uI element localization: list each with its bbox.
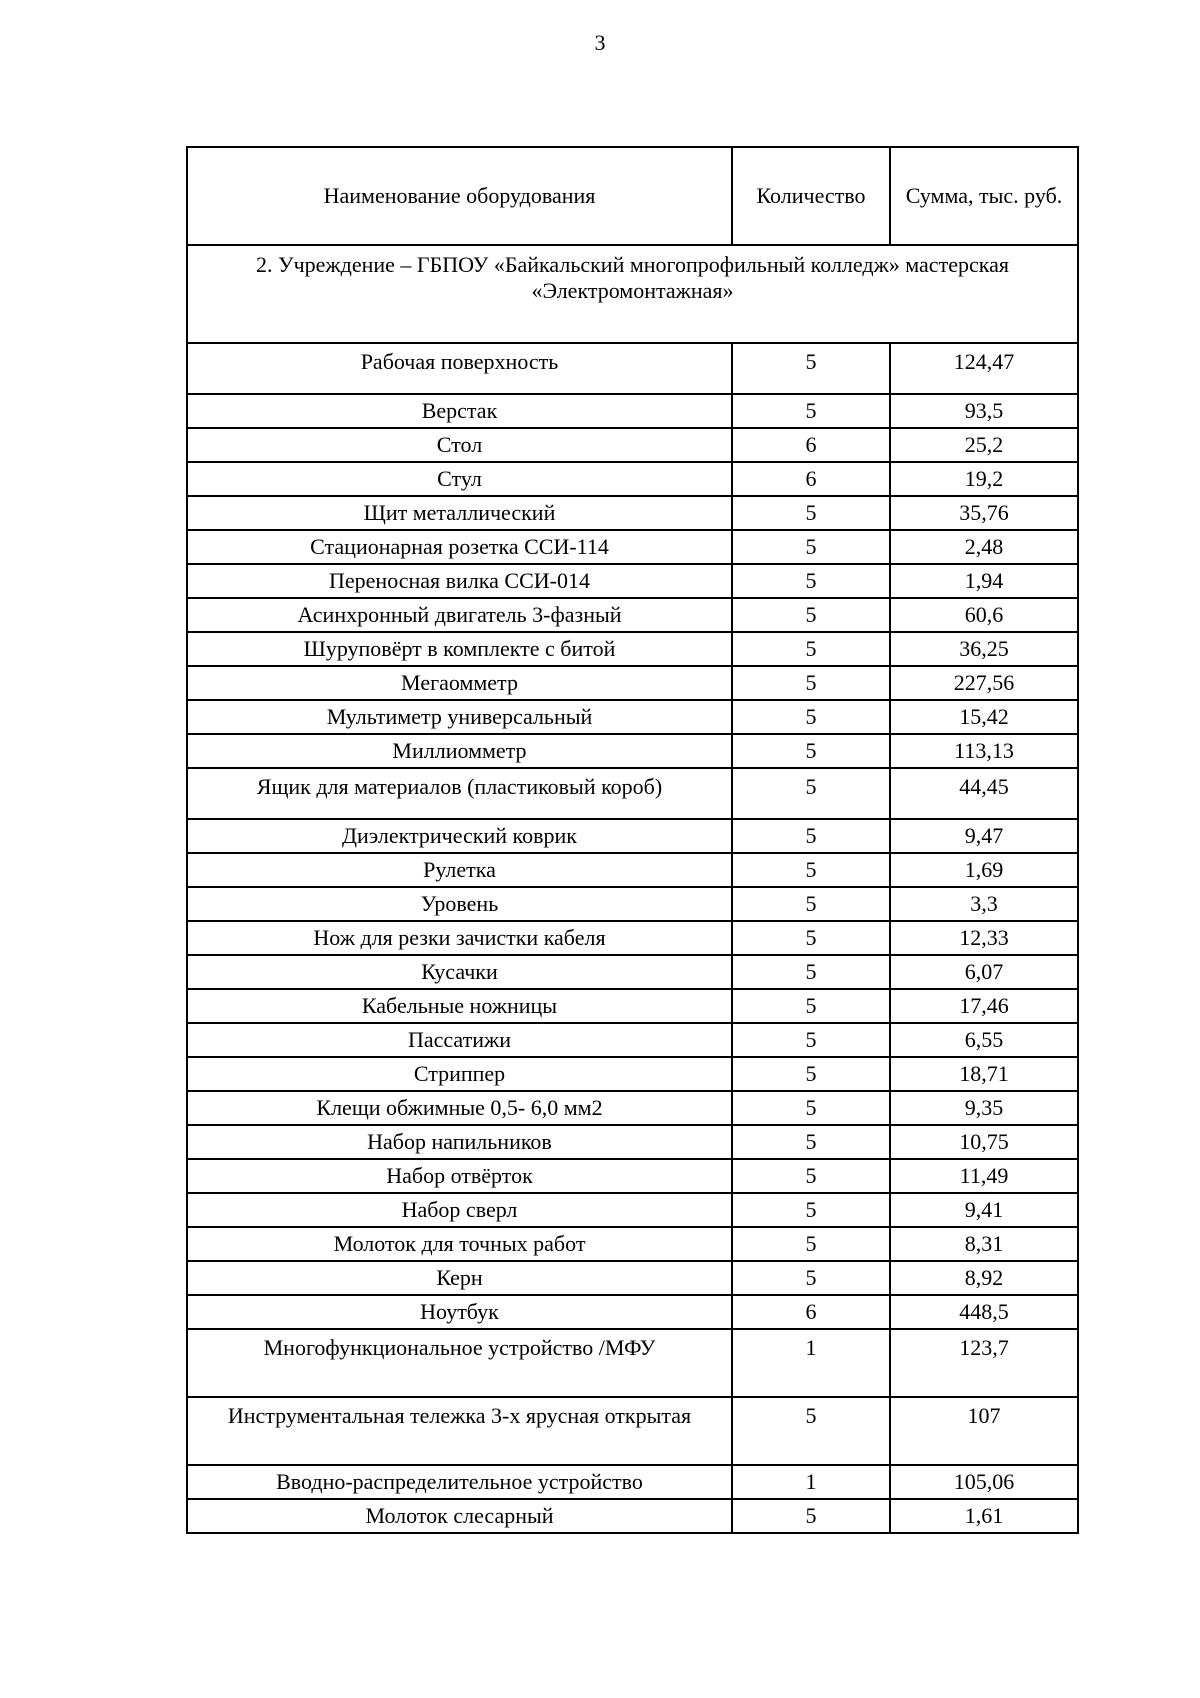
table-row — [187, 1499, 1078, 1533]
quantity-cell: 5 — [732, 1023, 890, 1057]
quantity-cell: 5 — [732, 1499, 890, 1533]
quantity-cell: 5 — [732, 768, 890, 819]
quantity-cell: 5 — [732, 1057, 890, 1091]
equipment-name-cell: Инструментальная тележка 3-х ярусная открытая — [187, 1397, 732, 1465]
table-row — [187, 343, 1078, 394]
sum-cell: 9,41 — [890, 1193, 1078, 1227]
table-row — [187, 666, 1078, 700]
quantity-cell: 5 — [732, 989, 890, 1023]
equipment-name-cell: Нож для резки зачистки кабеля — [187, 921, 732, 955]
table-row — [187, 1465, 1078, 1499]
sum-cell: 227,56 — [890, 666, 1078, 700]
quantity-cell: 5 — [732, 1159, 890, 1193]
sum-cell: 44,45 — [890, 768, 1078, 819]
quantity-cell: 5 — [732, 1091, 890, 1125]
sum-cell: 10,75 — [890, 1125, 1078, 1159]
equipment-name-cell: Щит металлический — [187, 496, 732, 530]
quantity-cell: 5 — [732, 496, 890, 530]
equipment-name-cell: Многофункциональное устройство /МФУ — [187, 1329, 732, 1397]
sum-cell: 60,6 — [890, 598, 1078, 632]
table-row — [187, 1397, 1078, 1465]
quantity-cell: 5 — [732, 887, 890, 921]
quantity-cell: 5 — [732, 632, 890, 666]
quantity-cell: 5 — [732, 853, 890, 887]
table-row — [187, 428, 1078, 462]
quantity-cell: 6 — [732, 462, 890, 496]
sum-cell: 9,47 — [890, 819, 1078, 853]
table-row — [187, 1193, 1078, 1227]
equipment-name-cell: Стол — [187, 428, 732, 462]
sum-cell: 19,2 — [890, 462, 1078, 496]
table-row — [187, 700, 1078, 734]
table-row — [187, 734, 1078, 768]
table-row — [187, 1227, 1078, 1261]
equipment-name-cell: Рабочая поверхность — [187, 343, 732, 394]
quantity-cell: 5 — [732, 819, 890, 853]
sum-cell: 25,2 — [890, 428, 1078, 462]
quantity-cell: 5 — [732, 598, 890, 632]
equipment-name-cell: Набор отвёрток — [187, 1159, 732, 1193]
quantity-cell: 5 — [732, 564, 890, 598]
quantity-cell: 1 — [732, 1465, 890, 1499]
table-row — [187, 819, 1078, 853]
equipment-name-cell: Переносная вилка ССИ-014 — [187, 564, 732, 598]
equipment-name-cell: Ноутбук — [187, 1295, 732, 1329]
equipment-name-cell: Стационарная розетка ССИ-114 — [187, 530, 732, 564]
quantity-cell: 5 — [732, 1261, 890, 1295]
sum-cell: 17,46 — [890, 989, 1078, 1023]
sum-cell: 11,49 — [890, 1159, 1078, 1193]
equipment-name-cell: Миллиомметр — [187, 734, 732, 768]
equipment-name-cell: Верстак — [187, 394, 732, 428]
sum-cell: 107 — [890, 1397, 1078, 1465]
equipment-name-cell: Рулетка — [187, 853, 732, 887]
header-sum: Сумма, тыс. руб. — [890, 147, 1078, 245]
quantity-cell: 5 — [732, 343, 890, 394]
equipment-name-cell: Шуруповёрт в комплекте с битой — [187, 632, 732, 666]
table-row — [187, 989, 1078, 1023]
table-header-row — [187, 147, 1078, 245]
sum-cell: 18,71 — [890, 1057, 1078, 1091]
quantity-cell: 5 — [732, 921, 890, 955]
table-row — [187, 598, 1078, 632]
quantity-cell: 5 — [732, 530, 890, 564]
equipment-name-cell: Молоток слесарный — [187, 1499, 732, 1533]
sum-cell: 105,06 — [890, 1465, 1078, 1499]
quantity-cell: 5 — [732, 955, 890, 989]
equipment-name-cell: Молоток для точных работ — [187, 1227, 732, 1261]
quantity-cell: 5 — [732, 1397, 890, 1465]
sum-cell: 124,47 — [890, 343, 1078, 394]
sum-cell: 448,5 — [890, 1295, 1078, 1329]
equipment-name-cell: Асинхронный двигатель 3-фазный — [187, 598, 732, 632]
sum-cell: 9,35 — [890, 1091, 1078, 1125]
table-row — [187, 1125, 1078, 1159]
sum-cell: 3,3 — [890, 887, 1078, 921]
table-row — [187, 1261, 1078, 1295]
equipment-name-cell: Керн — [187, 1261, 732, 1295]
equipment-name-cell: Вводно-распределительное устройство — [187, 1465, 732, 1499]
equipment-name-cell: Кусачки — [187, 955, 732, 989]
table-row — [187, 768, 1078, 819]
table-row — [187, 632, 1078, 666]
equipment-name-cell: Набор напильников — [187, 1125, 732, 1159]
table-row — [187, 1023, 1078, 1057]
section-title: 2. Учреждение – ГБПОУ «Байкальский многопрофильный колледж» мастерская «Электромонтажная» — [187, 245, 1078, 343]
sum-cell: 6,07 — [890, 955, 1078, 989]
quantity-cell: 6 — [732, 1295, 890, 1329]
sum-cell: 35,76 — [890, 496, 1078, 530]
quantity-cell: 5 — [732, 1227, 890, 1261]
table-row — [187, 1057, 1078, 1091]
equipment-name-cell: Уровень — [187, 887, 732, 921]
header-quantity: Количество — [732, 147, 890, 245]
sum-cell: 1,94 — [890, 564, 1078, 598]
sum-cell: 1,69 — [890, 853, 1078, 887]
quantity-cell: 5 — [732, 394, 890, 428]
equipment-name-cell: Диэлектрический коврик — [187, 819, 732, 853]
equipment-table — [186, 146, 1079, 1534]
sum-cell: 93,5 — [890, 394, 1078, 428]
quantity-cell: 5 — [732, 1193, 890, 1227]
table-row — [187, 496, 1078, 530]
sum-cell: 8,31 — [890, 1227, 1078, 1261]
quantity-cell: 6 — [732, 428, 890, 462]
table-row — [187, 1159, 1078, 1193]
table-row — [187, 853, 1078, 887]
table-row — [187, 887, 1078, 921]
header-name: Наименование оборудования — [187, 147, 732, 245]
sum-cell: 12,33 — [890, 921, 1078, 955]
quantity-cell: 1 — [732, 1329, 890, 1397]
table-row — [187, 462, 1078, 496]
table-row — [187, 530, 1078, 564]
table-row — [187, 1295, 1078, 1329]
equipment-name-cell: Мультиметр универсальный — [187, 700, 732, 734]
equipment-name-cell: Кабельные ножницы — [187, 989, 732, 1023]
table-row — [187, 394, 1078, 428]
sum-cell: 1,61 — [890, 1499, 1078, 1533]
sum-cell: 123,7 — [890, 1329, 1078, 1397]
table-row — [187, 1329, 1078, 1397]
sum-cell: 15,42 — [890, 700, 1078, 734]
quantity-cell: 5 — [732, 700, 890, 734]
table-row — [187, 955, 1078, 989]
table-row — [187, 921, 1078, 955]
quantity-cell: 5 — [732, 734, 890, 768]
quantity-cell: 5 — [732, 1125, 890, 1159]
equipment-name-cell: Стриппер — [187, 1057, 732, 1091]
section-row — [187, 245, 1078, 343]
quantity-cell: 5 — [732, 666, 890, 700]
page-number: 3 — [594, 30, 606, 55]
table-row — [187, 564, 1078, 598]
equipment-name-cell: Пассатижи — [187, 1023, 732, 1057]
sum-cell: 36,25 — [890, 632, 1078, 666]
equipment-name-cell: Ящик для материалов (пластиковый короб) — [187, 768, 732, 819]
equipment-name-cell: Набор сверл — [187, 1193, 732, 1227]
equipment-name-cell: Клещи обжимные 0,5- 6,0 мм2 — [187, 1091, 732, 1125]
table-row — [187, 1091, 1078, 1125]
sum-cell: 8,92 — [890, 1261, 1078, 1295]
sum-cell: 113,13 — [890, 734, 1078, 768]
equipment-name-cell: Стул — [187, 462, 732, 496]
equipment-name-cell: Мегаомметр — [187, 666, 732, 700]
sum-cell: 2,48 — [890, 530, 1078, 564]
sum-cell: 6,55 — [890, 1023, 1078, 1057]
